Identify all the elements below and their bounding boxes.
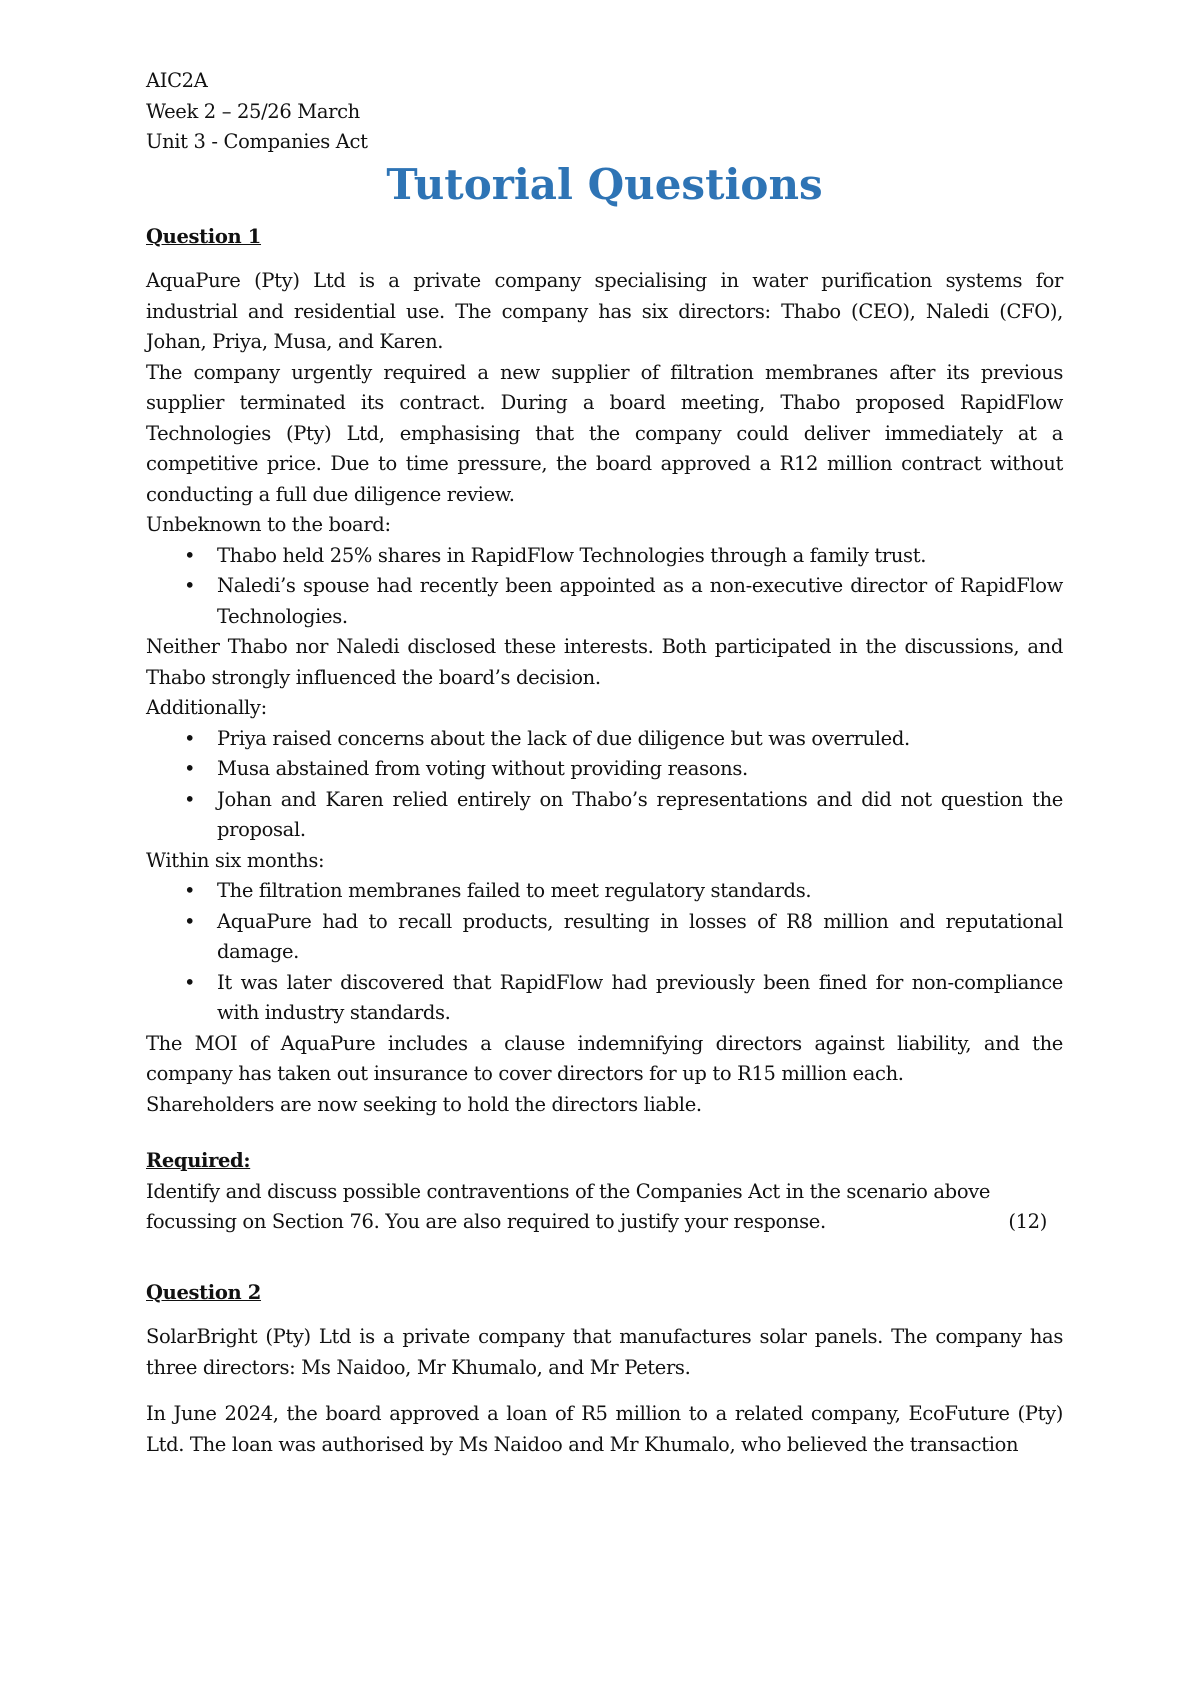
required-text: focussing on Section 76. You are also required to justify your response. bbox=[146, 1210, 826, 1233]
q1-bullet-list-directors bbox=[146, 724, 1063, 846]
question-2 bbox=[146, 1278, 1063, 1461]
q1-bullet-list-outcomes bbox=[146, 876, 1063, 1029]
q1-paragraph-shareholders: Shareholders are now seeking to hold the directors liable. bbox=[146, 1092, 702, 1116]
list-item: • It was later discovered that RapidFlow had previously been fined for non-compliance with industry standards. bbox=[146, 968, 1063, 1029]
q1-paragraph-unbeknown: Unbeknown to the board: bbox=[146, 513, 391, 536]
list-item: • Musa abstained from voting without providing reasons. bbox=[146, 754, 1063, 785]
required-heading: Required: bbox=[146, 1149, 251, 1172]
marks-allocation: (12) bbox=[1008, 1210, 1047, 1233]
q2-paragraph-loan: In June 2024, the board approved a loan of R5 million to a related company, EcoFuture (Pty) Ltd. The loan was authorised by Ms Naidoo and Mr Khumalo, who believed the transaction bbox=[146, 1402, 1063, 1456]
document-content bbox=[146, 66, 1063, 1476]
list-item: • Thabo held 25% shares in RapidFlow Technologies through a family trust. bbox=[146, 541, 1063, 572]
question-1-heading: Question 1 bbox=[146, 224, 262, 248]
unit-line: Unit 3 - Companies Act bbox=[146, 130, 368, 153]
list-item: • Priya raised concerns about the lack of due diligence but was overruled. bbox=[146, 724, 1063, 755]
question-2-heading: Question 2 bbox=[146, 1280, 262, 1304]
course-code: AIC2A bbox=[146, 69, 208, 92]
q1-paragraph-within-six-months: Within six months: bbox=[146, 848, 325, 872]
required-text-line-2 bbox=[146, 1207, 1063, 1238]
list-item: • Naledi’s spouse had recently been appointed as a non-executive director of RapidFlow Technologies. bbox=[146, 571, 1063, 632]
page-title: Tutorial Questions bbox=[386, 159, 823, 209]
document-header bbox=[146, 66, 1063, 158]
q2-paragraph-intro: SolarBright (Pty) Ltd is a private company that manufactures solar panels. The company has three directors: Ms Naidoo, Mr Khumalo, and Mr Peters. bbox=[146, 1325, 1063, 1379]
week-line: Week 2 – 25/26 March bbox=[146, 99, 360, 123]
q1-paragraph-disclosure: Neither Thabo nor Naledi disclosed these interests. Both participated in the discussions, and Thabo strongly influenced the board’s decision. bbox=[146, 635, 1063, 689]
q1-paragraph-contract: The company urgently required a new supplier of filtration membranes after its previous supplier terminated its contract. During a board meeting, Thabo proposed RapidFlow Technologies (Pty) Ltd, emphasising that the company could deliver immediately at a competitive price. Due to time pressure, the board approved a R12 million contract without conducting a full due diligence review. bbox=[146, 360, 1063, 506]
question-1 bbox=[146, 222, 1063, 1238]
list-item: • The filtration membranes failed to meet regulatory standards. bbox=[146, 876, 1063, 907]
q1-paragraph-intro: AquaPure (Pty) Ltd is a private company specialising in water purification systems for industrial and residential use. The company has six directors: Thabo (CEO), Naledi (CFO), Johan, Priya, Musa, and Karen. bbox=[146, 269, 1063, 353]
required-text-line-1: Identify and discuss possible contraventions of the Companies Act in the scenario above bbox=[146, 1179, 991, 1203]
list-item: • Johan and Karen relied entirely on Thabo’s representations and did not question the proposal. bbox=[146, 785, 1063, 846]
q1-paragraph-moi: The MOI of AquaPure includes a clause indemnifying directors against liability, and the company has taken out insurance to cover directors for up to R15 million each. bbox=[146, 1031, 1063, 1085]
list-item: • AquaPure had to recall products, resulting in losses of R8 million and reputational damage. bbox=[146, 907, 1063, 968]
q1-bullet-list-interests bbox=[146, 541, 1063, 633]
q1-paragraph-additionally: Additionally: bbox=[146, 696, 267, 719]
